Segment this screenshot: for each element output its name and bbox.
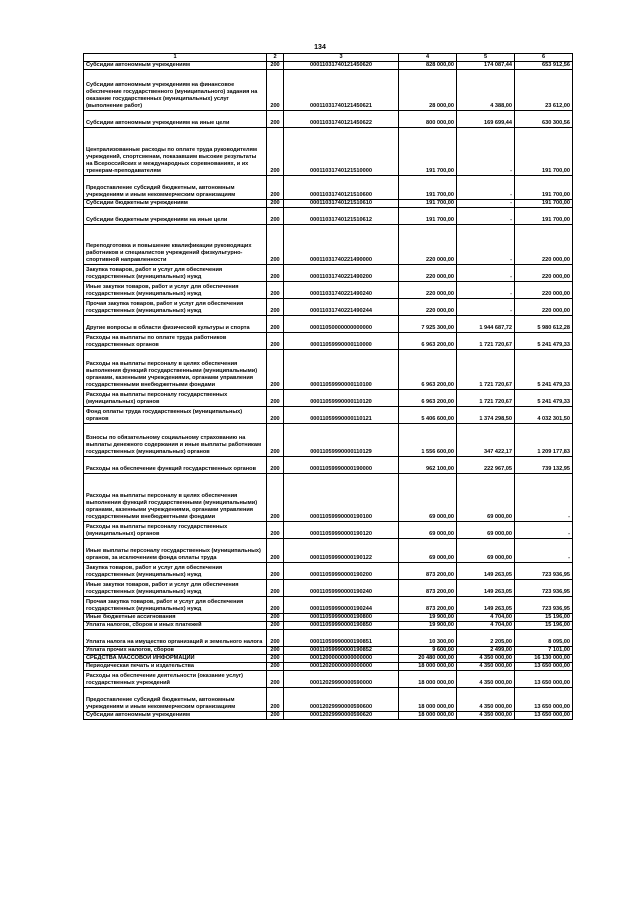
unexecuted-amount-cell: 4 032 301,50 bbox=[515, 407, 573, 424]
classification-code-cell: 00011059990000190851 bbox=[284, 630, 399, 647]
classification-code-cell: 00011059990000190122 bbox=[284, 539, 399, 563]
approved-amount-cell: 19 900,00 bbox=[399, 614, 457, 622]
line-code-cell: 200 bbox=[267, 70, 284, 111]
approved-amount-cell: 191 700,00 bbox=[399, 176, 457, 200]
unexecuted-amount-cell: 8 095,00 bbox=[515, 630, 573, 647]
executed-amount-cell: 149 263,05 bbox=[457, 597, 515, 614]
line-code-cell: 200 bbox=[267, 111, 284, 128]
executed-amount-cell: 2 499,00 bbox=[457, 647, 515, 655]
approved-amount-cell: 962 100,00 bbox=[399, 457, 457, 474]
table-row bbox=[84, 580, 573, 597]
classification-code-cell: 00011059990000110121 bbox=[284, 407, 399, 424]
approved-amount-cell: 18 000 000,00 bbox=[399, 688, 457, 712]
executed-amount-cell: 4 350 000,00 bbox=[457, 712, 515, 720]
executed-amount-cell: 1 944 687,72 bbox=[457, 316, 515, 333]
unexecuted-amount-cell: - bbox=[515, 474, 573, 522]
classification-code-cell: 00011031740221490244 bbox=[284, 299, 399, 316]
executed-amount-cell: 1 721 720,67 bbox=[457, 390, 515, 407]
table-row bbox=[84, 225, 573, 265]
unexecuted-amount-cell: 1 209 177,83 bbox=[515, 424, 573, 457]
unexecuted-amount-cell: 13 650 000,00 bbox=[515, 712, 573, 720]
classification-code-cell: 00011059990000110000 bbox=[284, 333, 399, 350]
classification-code-cell: 00011059990000190852 bbox=[284, 647, 399, 655]
unexecuted-amount-cell: 15 196,00 bbox=[515, 614, 573, 622]
row-name-cell: Субсидии автономным учреждениям на финансовое обеспечение государственного (муниципального) задания на оказание государственных (муниципальных) услуг (выполнение работ) bbox=[84, 70, 267, 111]
table-row bbox=[84, 62, 573, 70]
executed-amount-cell: 4 350 000,00 bbox=[457, 663, 515, 671]
executed-amount-cell: 347 422,17 bbox=[457, 424, 515, 457]
classification-code-cell: 00011031740121450621 bbox=[284, 70, 399, 111]
unexecuted-amount-cell: 220 000,00 bbox=[515, 225, 573, 265]
line-code-cell: 200 bbox=[267, 712, 284, 720]
executed-amount-cell: 174 087,44 bbox=[457, 62, 515, 70]
classification-code-cell: 00011059990000190800 bbox=[284, 614, 399, 622]
executed-amount-cell: 169 699,44 bbox=[457, 111, 515, 128]
classification-code-cell: 00011031740221490240 bbox=[284, 282, 399, 299]
line-code-cell: 200 bbox=[267, 390, 284, 407]
classification-code-cell: 00012029990000590620 bbox=[284, 712, 399, 720]
table-row bbox=[84, 70, 573, 111]
line-code-cell: 200 bbox=[267, 630, 284, 647]
line-code-cell: 200 bbox=[267, 597, 284, 614]
approved-amount-cell: 69 000,00 bbox=[399, 539, 457, 563]
line-code-cell: 200 bbox=[267, 282, 284, 299]
unexecuted-amount-cell: 13 650 000,00 bbox=[515, 688, 573, 712]
table-row bbox=[84, 282, 573, 299]
unexecuted-amount-cell: 23 612,00 bbox=[515, 70, 573, 111]
line-code-cell: 200 bbox=[267, 200, 284, 208]
row-name-cell: Уплата налога на имущество организаций и земельного налога bbox=[84, 630, 267, 647]
row-name-cell: Субсидии автономным учреждениям bbox=[84, 62, 267, 70]
approved-amount-cell: 873 200,00 bbox=[399, 563, 457, 580]
classification-code-cell: 00011031740221490000 bbox=[284, 225, 399, 265]
line-code-cell: 200 bbox=[267, 208, 284, 225]
approved-amount-cell: 10 300,00 bbox=[399, 630, 457, 647]
executed-amount-cell: - bbox=[457, 299, 515, 316]
column-number-row bbox=[84, 54, 573, 62]
approved-amount-cell: 6 963 200,00 bbox=[399, 390, 457, 407]
row-name-cell: Предоставление субсидий бюджетным, автономным учреждениям и иным некоммерческим организациям bbox=[84, 176, 267, 200]
row-name-cell: Субсидии бюджетным учреждениям на иные цели bbox=[84, 208, 267, 225]
column-number: 2 bbox=[267, 54, 284, 62]
approved-amount-cell: 220 000,00 bbox=[399, 299, 457, 316]
executed-amount-cell: - bbox=[457, 176, 515, 200]
row-name-cell: Предоставление субсидий бюджетным, автономным учреждениям и иным некоммерческим организациям bbox=[84, 688, 267, 712]
row-name-cell: СРЕДСТВА МАССОВОЙ ИНФОРМАЦИИ bbox=[84, 655, 267, 663]
approved-amount-cell: 220 000,00 bbox=[399, 225, 457, 265]
row-name-cell: Субсидии бюджетным учреждениям bbox=[84, 200, 267, 208]
unexecuted-amount-cell: 16 130 000,00 bbox=[515, 655, 573, 663]
line-code-cell: 200 bbox=[267, 225, 284, 265]
unexecuted-amount-cell: 15 196,00 bbox=[515, 622, 573, 630]
executed-amount-cell: 1 721 720,67 bbox=[457, 333, 515, 350]
approved-amount-cell: 220 000,00 bbox=[399, 282, 457, 299]
classification-code-cell: 00011031740121510610 bbox=[284, 200, 399, 208]
line-code-cell: 200 bbox=[267, 539, 284, 563]
approved-amount-cell: 9 600,00 bbox=[399, 647, 457, 655]
table-row bbox=[84, 671, 573, 688]
table-row bbox=[84, 350, 573, 390]
executed-amount-cell: 4 704,00 bbox=[457, 622, 515, 630]
line-code-cell: 200 bbox=[267, 622, 284, 630]
page-number: 134 bbox=[314, 44, 326, 51]
row-name-cell: Иные бюджетные ассигнования bbox=[84, 614, 267, 622]
line-code-cell: 200 bbox=[267, 563, 284, 580]
classification-code-cell: 00011059990000190244 bbox=[284, 597, 399, 614]
executed-amount-cell: 4 350 000,00 bbox=[457, 671, 515, 688]
classification-code-cell: 00012000000000000000 bbox=[284, 655, 399, 663]
table-row bbox=[84, 111, 573, 128]
row-name-cell: Расходы на выплаты персоналу в целях обеспечения выполнения функций государственными (муниципальными) органами, казенными учреждениями, органами управления государственными внебюджетными фондами bbox=[84, 350, 267, 390]
unexecuted-amount-cell: 5 980 612,28 bbox=[515, 316, 573, 333]
unexecuted-amount-cell: 5 241 479,33 bbox=[515, 350, 573, 390]
line-code-cell: 200 bbox=[267, 457, 284, 474]
approved-amount-cell: 18 000 000,00 bbox=[399, 671, 457, 688]
approved-amount-cell: 20 480 000,00 bbox=[399, 655, 457, 663]
table-row bbox=[84, 712, 573, 720]
executed-amount-cell: 69 000,00 bbox=[457, 539, 515, 563]
table-row bbox=[84, 597, 573, 614]
approved-amount-cell: 18 000 000,00 bbox=[399, 712, 457, 720]
unexecuted-amount-cell: 191 700,00 bbox=[515, 200, 573, 208]
executed-amount-cell: - bbox=[457, 200, 515, 208]
executed-amount-cell: - bbox=[457, 225, 515, 265]
table-row bbox=[84, 622, 573, 630]
line-code-cell: 200 bbox=[267, 614, 284, 622]
unexecuted-amount-cell: 630 300,56 bbox=[515, 111, 573, 128]
table-row bbox=[84, 424, 573, 457]
table-row bbox=[84, 563, 573, 580]
line-code-cell: 200 bbox=[267, 316, 284, 333]
approved-amount-cell: 1 556 600,00 bbox=[399, 424, 457, 457]
classification-code-cell: 00011059990000110100 bbox=[284, 350, 399, 390]
unexecuted-amount-cell: - bbox=[515, 539, 573, 563]
budget-execution-table bbox=[83, 53, 573, 720]
table-row bbox=[84, 663, 573, 671]
unexecuted-amount-cell: 191 700,00 bbox=[515, 208, 573, 225]
classification-code-cell: 00011059990000190100 bbox=[284, 474, 399, 522]
approved-amount-cell: 69 000,00 bbox=[399, 522, 457, 539]
executed-amount-cell: 4 350 000,00 bbox=[457, 655, 515, 663]
column-number: 3 bbox=[284, 54, 399, 62]
line-code-cell: 200 bbox=[267, 350, 284, 390]
line-code-cell: 200 bbox=[267, 655, 284, 663]
unexecuted-amount-cell: 220 000,00 bbox=[515, 299, 573, 316]
approved-amount-cell: 6 963 200,00 bbox=[399, 333, 457, 350]
unexecuted-amount-cell: 13 650 000,00 bbox=[515, 663, 573, 671]
unexecuted-amount-cell: 653 912,56 bbox=[515, 62, 573, 70]
row-name-cell: Расходы на выплаты персоналу государственных (муниципальных) органов bbox=[84, 522, 267, 539]
line-code-cell: 200 bbox=[267, 671, 284, 688]
row-name-cell: Субсидии автономным учреждениям на иные цели bbox=[84, 111, 267, 128]
line-code-cell: 200 bbox=[267, 265, 284, 282]
classification-code-cell: 00011059990000110120 bbox=[284, 390, 399, 407]
column-number: 5 bbox=[457, 54, 515, 62]
executed-amount-cell: - bbox=[457, 128, 515, 176]
executed-amount-cell: 222 967,05 bbox=[457, 457, 515, 474]
row-name-cell: Прочая закупка товаров, работ и услуг для обеспечения государственных (муниципальных) нужд bbox=[84, 299, 267, 316]
row-name-cell: Закупка товаров, работ и услуг для обеспечения государственных (муниципальных) нужд bbox=[84, 265, 267, 282]
classification-code-cell: 00011031740121510600 bbox=[284, 176, 399, 200]
unexecuted-amount-cell: 191 700,00 bbox=[515, 128, 573, 176]
row-name-cell: Прочая закупка товаров, работ и услуг для обеспечения государственных (муниципальных) нужд bbox=[84, 597, 267, 614]
classification-code-cell: 00011031740121510612 bbox=[284, 208, 399, 225]
executed-amount-cell: - bbox=[457, 208, 515, 225]
table-row bbox=[84, 299, 573, 316]
row-name-cell: Иные закупки товаров, работ и услуг для обеспечения государственных (муниципальных) нужд bbox=[84, 282, 267, 299]
table-row bbox=[84, 474, 573, 522]
row-name-cell: Переподготовка и повышение квалификации руководящих работников и специалистов учреждений физкультурно-спортивной направленности bbox=[84, 225, 267, 265]
table-row bbox=[84, 630, 573, 647]
row-name-cell: Периодическая печать и издательства bbox=[84, 663, 267, 671]
unexecuted-amount-cell: 723 936,95 bbox=[515, 597, 573, 614]
table-row bbox=[84, 539, 573, 563]
table-row bbox=[84, 407, 573, 424]
line-code-cell: 200 bbox=[267, 62, 284, 70]
classification-code-cell: 00011031740121510000 bbox=[284, 128, 399, 176]
table-row bbox=[84, 316, 573, 333]
approved-amount-cell: 873 200,00 bbox=[399, 580, 457, 597]
table-row bbox=[84, 522, 573, 539]
line-code-cell: 200 bbox=[267, 407, 284, 424]
executed-amount-cell: 149 263,05 bbox=[457, 563, 515, 580]
classification-code-cell: 00011031740121450620 bbox=[284, 62, 399, 70]
classification-code-cell: 00011059990000190120 bbox=[284, 522, 399, 539]
line-code-cell: 200 bbox=[267, 128, 284, 176]
unexecuted-amount-cell: 13 650 000,00 bbox=[515, 671, 573, 688]
row-name-cell: Взносы по обязательному социальному страхованию на выплаты денежного содержания и иные выплаты работникам государственных (муниципальных) органов bbox=[84, 424, 267, 457]
row-name-cell: Уплата прочих налогов, сборов bbox=[84, 647, 267, 655]
table-row bbox=[84, 647, 573, 655]
row-name-cell: Фонд оплаты труда государственных (муниципальных) органов bbox=[84, 407, 267, 424]
table-row bbox=[84, 390, 573, 407]
table-row bbox=[84, 176, 573, 200]
unexecuted-amount-cell: 723 936,95 bbox=[515, 580, 573, 597]
unexecuted-amount-cell: 739 132,95 bbox=[515, 457, 573, 474]
line-code-cell: 200 bbox=[267, 580, 284, 597]
executed-amount-cell: 1 374 298,50 bbox=[457, 407, 515, 424]
table-row bbox=[84, 333, 573, 350]
row-name-cell: Закупка товаров, работ и услуг для обеспечения государственных (муниципальных) нужд bbox=[84, 563, 267, 580]
table-row bbox=[84, 614, 573, 622]
table-row bbox=[84, 128, 573, 176]
unexecuted-amount-cell: 5 241 479,33 bbox=[515, 333, 573, 350]
approved-amount-cell: 7 925 300,00 bbox=[399, 316, 457, 333]
row-name-cell: Расходы на выплаты персоналу государственных (муниципальных) органов bbox=[84, 390, 267, 407]
table-row bbox=[84, 655, 573, 663]
line-code-cell: 200 bbox=[267, 663, 284, 671]
row-name-cell: Расходы на обеспечение деятельности (оказание услуг) государственных учреждений bbox=[84, 671, 267, 688]
line-code-cell: 200 bbox=[267, 424, 284, 457]
classification-code-cell: 00011059990000190000 bbox=[284, 457, 399, 474]
executed-amount-cell: 1 721 720,67 bbox=[457, 350, 515, 390]
line-code-cell: 200 bbox=[267, 647, 284, 655]
table-row bbox=[84, 265, 573, 282]
classification-code-cell: 00012029990000590000 bbox=[284, 671, 399, 688]
approved-amount-cell: 28 000,00 bbox=[399, 70, 457, 111]
approved-amount-cell: 191 700,00 bbox=[399, 208, 457, 225]
approved-amount-cell: 191 700,00 bbox=[399, 200, 457, 208]
row-name-cell: Расходы на выплаты персоналу в целях обеспечения выполнения функций государственными (муниципальными) органами, казенными учреждениями, органами управления государственными внебюджетными фондами bbox=[84, 474, 267, 522]
table-row bbox=[84, 457, 573, 474]
unexecuted-amount-cell: - bbox=[515, 522, 573, 539]
table-row bbox=[84, 688, 573, 712]
approved-amount-cell: 828 000,00 bbox=[399, 62, 457, 70]
executed-amount-cell: - bbox=[457, 282, 515, 299]
approved-amount-cell: 18 000 000,00 bbox=[399, 663, 457, 671]
executed-amount-cell: 4 704,00 bbox=[457, 614, 515, 622]
row-name-cell: Иные выплаты персоналу государственных (муниципальных) органов, за исключением фонда оплаты труда bbox=[84, 539, 267, 563]
executed-amount-cell: 2 205,00 bbox=[457, 630, 515, 647]
approved-amount-cell: 220 000,00 bbox=[399, 265, 457, 282]
row-name-cell: Субсидии автономным учреждениям bbox=[84, 712, 267, 720]
line-code-cell: 200 bbox=[267, 522, 284, 539]
row-name-cell: Расходы на обеспечение функций государственных органов bbox=[84, 457, 267, 474]
approved-amount-cell: 191 700,00 bbox=[399, 128, 457, 176]
executed-amount-cell: 69 000,00 bbox=[457, 474, 515, 522]
approved-amount-cell: 5 406 600,00 bbox=[399, 407, 457, 424]
classification-code-cell: 00011059990000110129 bbox=[284, 424, 399, 457]
table-row bbox=[84, 200, 573, 208]
classification-code-cell: 00012029990000590600 bbox=[284, 688, 399, 712]
classification-code-cell: 00011059990000190240 bbox=[284, 580, 399, 597]
approved-amount-cell: 800 000,00 bbox=[399, 111, 457, 128]
executed-amount-cell: 69 000,00 bbox=[457, 522, 515, 539]
unexecuted-amount-cell: 191 700,00 bbox=[515, 176, 573, 200]
row-name-cell: Уплата налогов, сборов и иных платежей bbox=[84, 622, 267, 630]
executed-amount-cell: - bbox=[457, 265, 515, 282]
line-code-cell: 200 bbox=[267, 333, 284, 350]
approved-amount-cell: 6 963 200,00 bbox=[399, 350, 457, 390]
row-name-cell: Другие вопросы в области физической культуры и спорта bbox=[84, 316, 267, 333]
classification-code-cell: 00011031740121450622 bbox=[284, 111, 399, 128]
line-code-cell: 200 bbox=[267, 176, 284, 200]
table-row bbox=[84, 208, 573, 225]
executed-amount-cell: 4 350 000,00 bbox=[457, 688, 515, 712]
row-name-cell: Иные закупки товаров, работ и услуг для обеспечения государственных (муниципальных) нужд bbox=[84, 580, 267, 597]
unexecuted-amount-cell: 7 101,00 bbox=[515, 647, 573, 655]
unexecuted-amount-cell: 220 000,00 bbox=[515, 282, 573, 299]
classification-code-cell: 00011050000000000000 bbox=[284, 316, 399, 333]
approved-amount-cell: 19 900,00 bbox=[399, 622, 457, 630]
executed-amount-cell: 4 388,00 bbox=[457, 70, 515, 111]
row-name-cell: Централизованные расходы по оплате труда руководителям учреждений, спортсменам, показавшим высокие результаты на Всероссийских и международных соревнованиях, и их тренерам-преподавателям bbox=[84, 128, 267, 176]
unexecuted-amount-cell: 723 936,95 bbox=[515, 563, 573, 580]
column-number: 1 bbox=[84, 54, 267, 62]
approved-amount-cell: 69 000,00 bbox=[399, 474, 457, 522]
column-number: 6 bbox=[515, 54, 573, 62]
classification-code-cell: 00011059990000190850 bbox=[284, 622, 399, 630]
line-code-cell: 200 bbox=[267, 474, 284, 522]
row-name-cell: Расходы на выплаты по оплате труда работников государственных органов bbox=[84, 333, 267, 350]
column-number: 4 bbox=[399, 54, 457, 62]
unexecuted-amount-cell: 220 000,00 bbox=[515, 265, 573, 282]
unexecuted-amount-cell: 5 241 479,33 bbox=[515, 390, 573, 407]
executed-amount-cell: 149 263,05 bbox=[457, 580, 515, 597]
classification-code-cell: 00011059990000190200 bbox=[284, 563, 399, 580]
line-code-cell: 200 bbox=[267, 299, 284, 316]
line-code-cell: 200 bbox=[267, 688, 284, 712]
approved-amount-cell: 873 200,00 bbox=[399, 597, 457, 614]
classification-code-cell: 00011031740221490200 bbox=[284, 265, 399, 282]
classification-code-cell: 00012020000000000000 bbox=[284, 663, 399, 671]
